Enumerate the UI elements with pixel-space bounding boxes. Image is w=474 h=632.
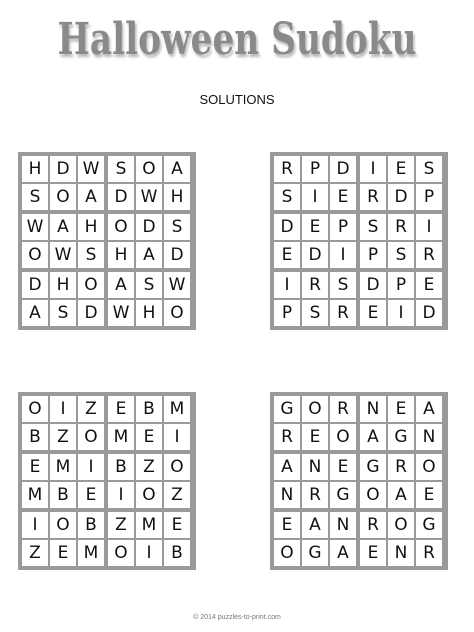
sudoku-cell: M: [78, 540, 104, 566]
sudoku-cell: P: [302, 156, 328, 182]
sudoku-cell: E: [302, 424, 328, 450]
sudoku-cell: N: [388, 540, 414, 566]
sudoku-cell: R: [360, 512, 386, 538]
sudoku-cell: H: [108, 242, 134, 268]
sudoku-cell: E: [274, 242, 300, 268]
sudoku-cell: S: [274, 184, 300, 210]
sudoku-cell: A: [330, 540, 356, 566]
sudoku-cell: A: [50, 214, 76, 240]
sudoku-cell: I: [388, 300, 414, 326]
sudoku-cell: S: [302, 300, 328, 326]
sudoku-cell: G: [274, 396, 300, 422]
sudoku-cell: I: [416, 214, 442, 240]
sudoku-cell: S: [416, 156, 442, 182]
sudoku-cell: R: [274, 156, 300, 182]
sudoku-cell: A: [360, 424, 386, 450]
sudoku-cell: M: [50, 454, 76, 480]
sudoku-cell: R: [330, 396, 356, 422]
sudoku-cell: R: [388, 214, 414, 240]
sudoku-cell: E: [164, 512, 190, 538]
sudoku-cell: G: [330, 482, 356, 508]
sudoku-cell: M: [164, 396, 190, 422]
sudoku-cell: Z: [50, 424, 76, 450]
sudoku-cell: R: [360, 184, 386, 210]
sudoku-cell: I: [78, 454, 104, 480]
sudoku-cell: O: [78, 272, 104, 298]
sudoku-cell: W: [78, 156, 104, 182]
sudoku-cell: Z: [164, 482, 190, 508]
sudoku-cell: S: [50, 300, 76, 326]
sudoku-cell: I: [136, 540, 162, 566]
sudoku-cell: G: [388, 424, 414, 450]
sudoku-cell: S: [330, 272, 356, 298]
sudoku-cell: N: [302, 454, 328, 480]
sudoku-cell: E: [416, 272, 442, 298]
sudoku-cell: O: [164, 454, 190, 480]
sudoku-cell: A: [108, 272, 134, 298]
sudoku-cell: I: [164, 424, 190, 450]
sudoku-cell: E: [360, 540, 386, 566]
sudoku-cell: S: [22, 184, 48, 210]
sudoku-cell: D: [50, 156, 76, 182]
sudoku-cell: D: [330, 156, 356, 182]
sudoku-cell: R: [416, 242, 442, 268]
sudoku-cell: O: [78, 424, 104, 450]
sudoku-cell: Z: [22, 540, 48, 566]
sudoku-cell: E: [50, 540, 76, 566]
sudoku-cell: D: [22, 272, 48, 298]
sudoku-grid-bottom-left: [18, 392, 196, 570]
sudoku-cell: B: [50, 482, 76, 508]
sudoku-cell: E: [388, 396, 414, 422]
sudoku-cell: I: [22, 512, 48, 538]
sudoku-cell: R: [302, 482, 328, 508]
sudoku-cell: B: [164, 540, 190, 566]
sudoku-cell: O: [108, 540, 134, 566]
sudoku-cell: W: [164, 272, 190, 298]
sudoku-cell: A: [136, 242, 162, 268]
sudoku-cell: Z: [78, 396, 104, 422]
sudoku-cell: I: [274, 272, 300, 298]
sudoku-cell: D: [164, 242, 190, 268]
sudoku-cell: H: [164, 184, 190, 210]
sudoku-cell: P: [330, 214, 356, 240]
sudoku-cell: O: [164, 300, 190, 326]
sudoku-cell: D: [388, 184, 414, 210]
sudoku-cell: P: [416, 184, 442, 210]
sudoku-cell: O: [136, 156, 162, 182]
sudoku-cell: D: [78, 300, 104, 326]
sudoku-cell: I: [108, 482, 134, 508]
sudoku-cell: Z: [136, 454, 162, 480]
sudoku-grid-bottom-right: [270, 392, 448, 570]
sudoku-cell: A: [164, 156, 190, 182]
sudoku-cell: O: [388, 512, 414, 538]
sudoku-cell: G: [360, 454, 386, 480]
sudoku-cell: A: [78, 184, 104, 210]
sudoku-grid-top-right: [270, 152, 448, 330]
sudoku-cell: E: [302, 214, 328, 240]
sudoku-cell: M: [136, 512, 162, 538]
sudoku-cell: D: [416, 300, 442, 326]
page-subtitle: SOLUTIONS: [199, 92, 275, 107]
sudoku-cell: A: [22, 300, 48, 326]
sudoku-cell: S: [388, 242, 414, 268]
sudoku-cell: R: [416, 540, 442, 566]
sudoku-cell: P: [360, 242, 386, 268]
sudoku-cell: D: [108, 184, 134, 210]
sudoku-cell: P: [274, 300, 300, 326]
sudoku-cell: A: [388, 482, 414, 508]
sudoku-cell: E: [416, 482, 442, 508]
sudoku-cell: H: [136, 300, 162, 326]
sudoku-grid-top-left: [18, 152, 196, 330]
sudoku-cell: B: [108, 454, 134, 480]
sudoku-cell: O: [50, 512, 76, 538]
sudoku-cell: R: [388, 454, 414, 480]
sudoku-cell: N: [416, 424, 442, 450]
sudoku-cell: O: [416, 454, 442, 480]
sudoku-cell: B: [136, 396, 162, 422]
sudoku-cell: R: [274, 424, 300, 450]
sudoku-cell: E: [388, 156, 414, 182]
sudoku-cell: O: [22, 396, 48, 422]
sudoku-cell: I: [360, 156, 386, 182]
sudoku-cell: P: [388, 272, 414, 298]
sudoku-cell: D: [136, 214, 162, 240]
copyright-footer: © 2014 puzzles-to-print.com: [193, 614, 281, 621]
sudoku-cell: E: [78, 482, 104, 508]
sudoku-cell: E: [330, 184, 356, 210]
sudoku-cell: A: [274, 454, 300, 480]
page-title: Halloween Sudoku: [57, 14, 417, 65]
sudoku-cell: W: [22, 214, 48, 240]
sudoku-cell: H: [78, 214, 104, 240]
sudoku-cell: O: [136, 482, 162, 508]
sudoku-cell: W: [50, 242, 76, 268]
sudoku-cell: W: [108, 300, 134, 326]
sudoku-cell: N: [274, 482, 300, 508]
sudoku-cell: W: [136, 184, 162, 210]
sudoku-cell: I: [330, 242, 356, 268]
sudoku-cell: B: [22, 424, 48, 450]
sudoku-cell: G: [302, 540, 328, 566]
sudoku-cell: N: [360, 396, 386, 422]
sudoku-cell: S: [360, 214, 386, 240]
sudoku-cell: E: [360, 300, 386, 326]
sudoku-cell: A: [302, 512, 328, 538]
sudoku-cell: E: [330, 454, 356, 480]
sudoku-cell: O: [108, 214, 134, 240]
sudoku-cell: M: [22, 482, 48, 508]
sudoku-cell: R: [302, 272, 328, 298]
sudoku-cell: D: [274, 214, 300, 240]
sudoku-cell: E: [22, 454, 48, 480]
sudoku-cell: O: [22, 242, 48, 268]
sudoku-cell: I: [302, 184, 328, 210]
sudoku-cell: D: [360, 272, 386, 298]
sudoku-cell: O: [274, 540, 300, 566]
sudoku-cell: D: [302, 242, 328, 268]
sudoku-cell: Z: [108, 512, 134, 538]
sudoku-cell: B: [78, 512, 104, 538]
sudoku-cell: S: [108, 156, 134, 182]
sudoku-cell: H: [22, 156, 48, 182]
sudoku-cell: M: [108, 424, 134, 450]
sudoku-cell: N: [330, 512, 356, 538]
sudoku-cell: S: [136, 272, 162, 298]
sudoku-cell: A: [416, 396, 442, 422]
sudoku-cell: S: [78, 242, 104, 268]
sudoku-cell: R: [330, 300, 356, 326]
sudoku-cell: O: [330, 424, 356, 450]
sudoku-cell: G: [416, 512, 442, 538]
sudoku-cell: S: [164, 214, 190, 240]
sudoku-cell: E: [274, 512, 300, 538]
sudoku-cell: I: [50, 396, 76, 422]
sudoku-cell: O: [50, 184, 76, 210]
sudoku-cell: O: [302, 396, 328, 422]
sudoku-cell: O: [360, 482, 386, 508]
sudoku-cell: H: [50, 272, 76, 298]
sudoku-cell: E: [108, 396, 134, 422]
sudoku-cell: E: [136, 424, 162, 450]
